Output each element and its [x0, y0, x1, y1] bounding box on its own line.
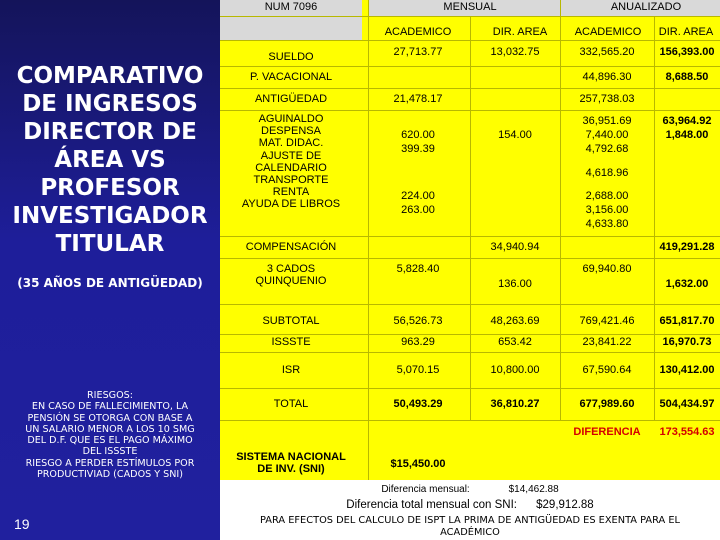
antiguedad-m-acad: 21,478.17 — [393, 93, 443, 105]
label-compensacion: COMPENSACIÓN — [245, 241, 337, 253]
issste-a-dir: 16,970.73 — [662, 336, 712, 348]
matdidac-a-acad: 4,792.68 — [585, 143, 629, 155]
ajuste-a-acad: 4,618.96 — [585, 167, 629, 179]
vacacional-a-acad: 44,896.30 — [582, 71, 632, 83]
diferencia-label: DIFERENCIA — [573, 426, 641, 438]
issste-m-acad: 963.29 — [401, 336, 435, 348]
renta-a-acad: 3,156.00 — [585, 204, 629, 216]
sueldo-m-dir: 13,032.75 — [490, 46, 540, 58]
label-issste: ISSSTE — [271, 336, 311, 348]
header-m-academico: ACADEMICO — [384, 26, 452, 38]
despensa-a-dir: 1,848.00 — [665, 129, 709, 141]
isr-m-acad: 5,070.15 — [396, 364, 440, 376]
sueldo-a-dir: 156,393.00 — [659, 46, 715, 58]
left-panel — [0, 0, 220, 540]
subtotal-a-dir: 651,817.70 — [659, 315, 715, 327]
header-num: NUM 7096 — [264, 1, 318, 13]
slide-title: COMPARATIVO DE INGRESOS DIRECTOR DE ÁREA VS PROFESOR INVESTIGADOR TITULAR — [12, 63, 208, 257]
total-a-dir: 504,434.97 — [659, 398, 715, 410]
header-m-dir-area: DIR. AREA — [492, 26, 548, 38]
cados-a-acad: 69,940.80 — [582, 263, 632, 275]
cados-m-acad: 5,828.40 — [396, 263, 440, 275]
diferencia-total: Diferencia total mensual con SNI: $29,912.88 — [346, 499, 594, 511]
isr-a-dir: 130,412.00 — [659, 364, 715, 376]
sueldo-a-acad: 332,565.20 — [579, 46, 635, 58]
total-m-acad: 50,493.29 — [393, 398, 443, 410]
isr-a-acad: 67,590.64 — [582, 364, 632, 376]
header-mensual: MENSUAL — [443, 1, 497, 13]
transporte-m-acad: 224.00 — [401, 190, 435, 202]
issste-a-acad: 23,841.22 — [582, 336, 632, 348]
comparison-table — [220, 0, 720, 480]
sueldo-m-acad: 27,713.77 — [393, 46, 443, 58]
diferencia-mensual: Diferencia mensual: $14,462.88 — [381, 484, 559, 495]
matdidac-m-acad: 399.39 — [401, 143, 435, 155]
vacacional-a-dir: 8,688.50 — [665, 71, 709, 83]
aguinaldo-a-acad: 36,951.69 — [582, 115, 632, 127]
subtotal-m-dir: 48,263.69 — [490, 315, 540, 327]
issste-m-dir: 653.42 — [498, 336, 532, 348]
libros-a-acad: 4,633.80 — [585, 218, 629, 230]
total-a-acad: 677,989.60 — [579, 398, 635, 410]
quinquenio-m-dir: 136.00 — [498, 278, 532, 290]
footer-note: PARA EFECTOS DEL CALCULO DE ISPT LA PRIMA DE ANTIGÜEDAD ES EXENTA PARA EL ACADÉMICO — [260, 515, 680, 538]
label-vacacional: P. VACACIONAL — [249, 71, 333, 83]
header-a-academico: ACADEMICO — [574, 26, 642, 38]
header-a-dir-area: DIR. AREA — [658, 26, 714, 38]
compensacion-m-dir: 34,940.94 — [490, 241, 540, 253]
diferencia-value: 173,554.63 — [659, 426, 715, 438]
quinquenio-a-dir: 1,632.00 — [665, 278, 709, 290]
transporte-a-acad: 2,688.00 — [585, 190, 629, 202]
aguinaldo-a-dir: 63,964.92 — [662, 115, 712, 127]
slide-subtitle: (35 AÑOS DE ANTIGÜEDAD) — [17, 276, 203, 290]
antiguedad-a-acad: 257,738.03 — [579, 93, 635, 105]
label-antiguedad: ANTIGÜEDAD — [254, 93, 328, 105]
renta-m-acad: 263.00 — [401, 204, 435, 216]
label-total: TOTAL — [273, 398, 309, 410]
page-number: 19 — [14, 516, 30, 532]
isr-m-dir: 10,800.00 — [490, 364, 540, 376]
sni-value: $15,450.00 — [390, 458, 446, 470]
header-anualizado: ANUALIZADO — [610, 1, 682, 13]
label-subtotal: SUBTOTAL — [262, 315, 320, 327]
despensa-m-dir: 154.00 — [498, 129, 532, 141]
total-m-dir: 36,810.27 — [490, 398, 540, 410]
label-sni: SISTEMA NACIONAL DE INV. (SNI) — [236, 451, 346, 475]
subtotal-m-acad: 56,526.73 — [393, 315, 443, 327]
compensacion-a-dir: 419,291.28 — [659, 241, 715, 253]
despensa-a-acad: 7,440.00 — [585, 129, 629, 141]
label-sueldo: SUELDO — [268, 51, 314, 63]
despensa-m-acad: 620.00 — [401, 129, 435, 141]
risks-note: RIESGOS: EN CASO DE FALLECIMIENTO, LA PENSIÓN SE OTORGA CON BASE A UN SALARIO MENOR A LOS 10 SMG DEL D.F. QUE ES EL PAGO MÁXIMO DEL ISSSTE RIESGO A PERDER ESTÍMULOS POR PRODUCTIVIAD (CADOS Y SNI) — [25, 390, 195, 481]
label-cados: 3 CADOS QUINQUENIO — [255, 263, 327, 287]
label-isr: ISR — [281, 364, 301, 376]
group-labels: AGUINALDO DESPENSA MAT. DIDAC. AJUSTE DE CALENDARIO TRANSPORTE RENTA AYUDA DE LIBROS — [241, 113, 341, 211]
subtotal-a-acad: 769,421.46 — [579, 315, 635, 327]
